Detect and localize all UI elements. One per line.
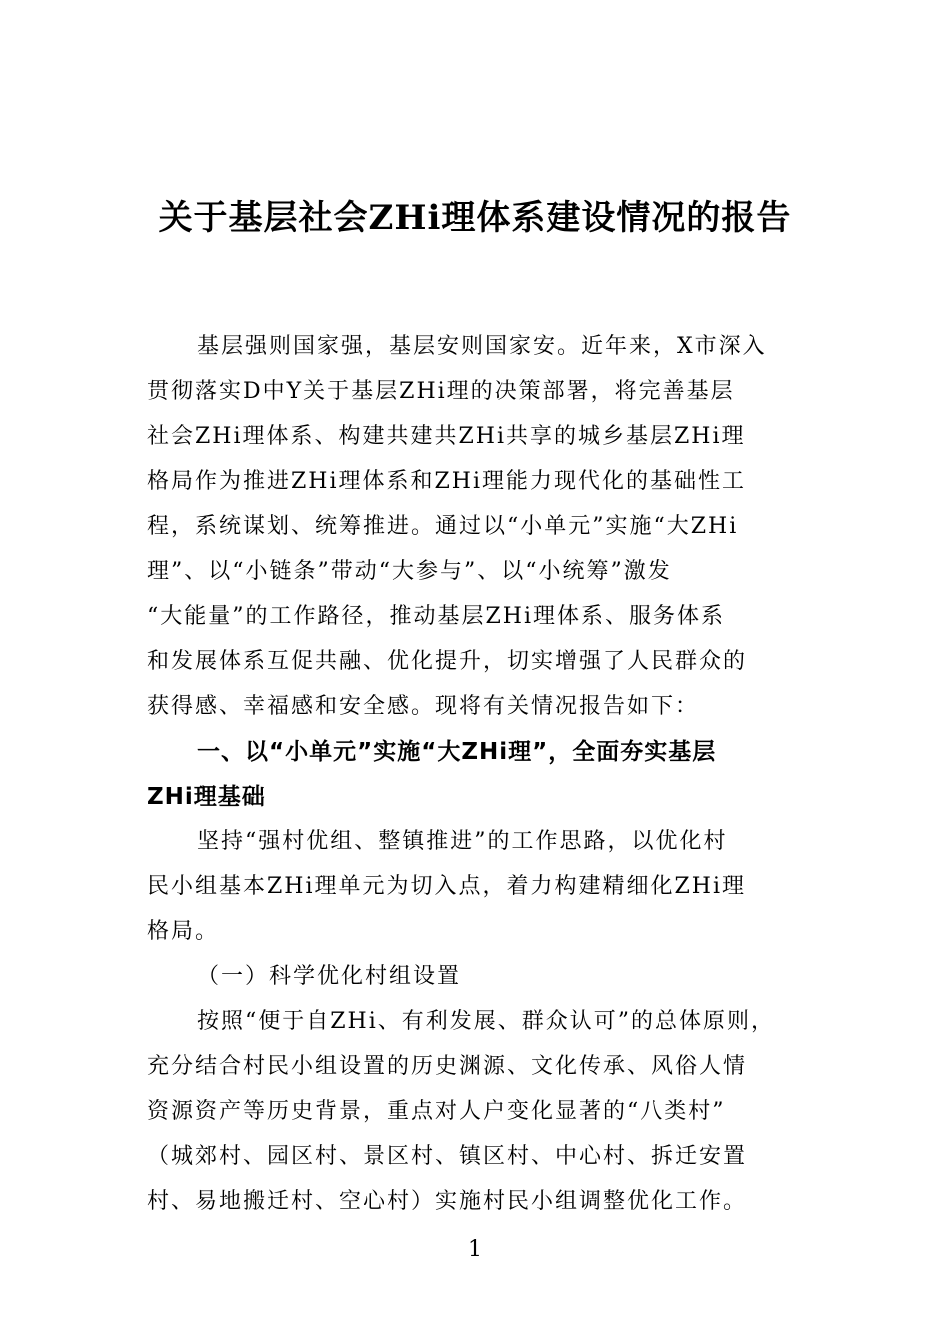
section-heading: 一、以“小单元”实施“大ZHi理”，全面夯实基层	[197, 739, 717, 765]
intro-line: 贯彻落实D中Y关于基层ZHi理的决策部署，将完善基层	[147, 379, 735, 404]
page-number: 1	[468, 1237, 482, 1262]
subsection-line: 村、易地搬迁村、空心村）实施村民小组调整优化工作。	[147, 1189, 748, 1214]
subsection-heading: （一）科学优化村组设置	[197, 964, 462, 989]
subsection-line: 按照“便于自ZHi、有利发展、群众认可”的总体原则，	[197, 1009, 776, 1034]
subsection-line: 资源资产等历史背景，重点对人户变化显著的“八类村”	[147, 1099, 726, 1124]
document-title: 关于基层社会ZHi理体系建设情况的报告	[158, 198, 792, 238]
section-line: 格局。	[147, 919, 220, 944]
intro-line: 程，系统谋划、统筹推进。通过以“小单元”实施“大ZHi	[147, 514, 739, 539]
subsection-line: （城郊村、园区村、景区村、镇区村、中心村、拆迁安置	[147, 1144, 748, 1169]
intro-line: “大能量”的工作路径，推动基层ZHi理体系、服务体系	[147, 604, 726, 629]
intro-line: 社会ZHi理体系、构建共建共ZHi共享的城乡基层ZHi理	[147, 424, 746, 449]
intro-line: 基层强则国家强，基层安则国家安。近年来，X市深入	[197, 334, 767, 359]
intro-line: 理”、以“小链条”带动“大参与”、以“小统筹”激发	[147, 559, 672, 584]
section-line: 坚持“强村优组、整镇推进”的工作思路，以优化村	[197, 829, 728, 854]
intro-line: 和发展体系互促共融、优化提升，切实增强了人民群众的	[147, 649, 748, 674]
intro-line: 格局作为推进ZHi理体系和ZHi理能力现代化的基础性工	[147, 469, 747, 494]
section-heading: ZHi理基础	[147, 784, 266, 810]
subsection-line: 充分结合村民小组设置的历史渊源、文化传承、风俗人情	[147, 1054, 748, 1079]
section-line: 民小组基本ZHi理单元为切入点，着力构建精细化ZHi理	[147, 874, 747, 899]
intro-line: 获得感、幸福感和安全感。现将有关情况报告如下：	[147, 694, 700, 719]
